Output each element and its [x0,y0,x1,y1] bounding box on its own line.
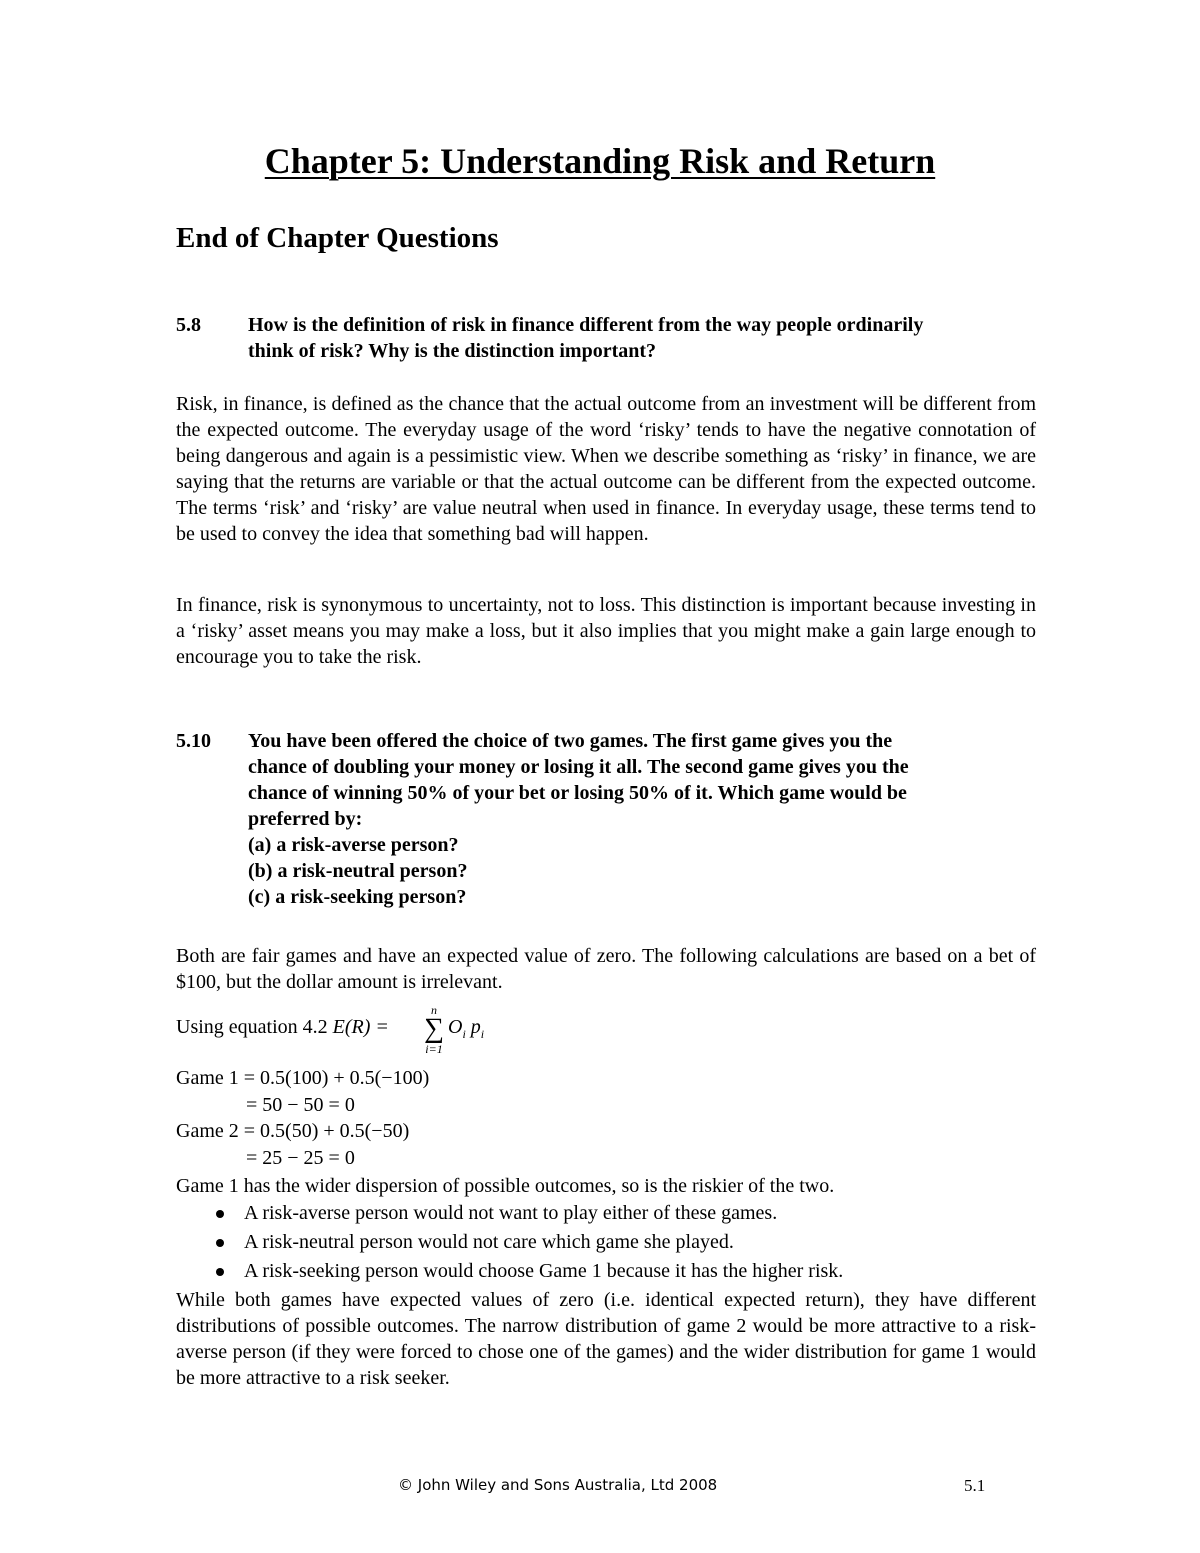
calc-line: Game 2 = 0.5(50) + 0.5(−50) [176,1120,410,1142]
equation-term2: p [465,1016,481,1038]
calc-line: Game 1 has the wider dispersion of possible outcomes, so is the riskier of the two. [176,1175,835,1197]
sigma-icon: ∑ [424,1013,444,1044]
question-text [248,728,1036,910]
question-line: chance of doubling your money or losing it all. The second game gives you the [248,756,909,778]
question-option-b: (b) a risk-neutral person? [248,860,468,882]
bullet-icon [216,1210,224,1218]
bullet-icon [216,1239,224,1247]
question-line: think of risk? Why is the distinction important? [248,340,657,362]
calc-line: Game 1 = 0.5(100) + 0.5(−100) [176,1067,430,1089]
question-text [248,312,1036,364]
question-option-a: (a) a risk-averse person? [248,834,459,856]
page-number: 5.1 [964,1476,986,1495]
question-line: preferred by: [248,808,363,830]
question-line: chance of winning 50% of your bet or losing 50% of it. Which game would be [248,782,907,804]
question-line: You have been offered the choice of two games. The first game gives you the [248,730,893,752]
answer-paragraph: In finance, risk is synonymous to uncertainty, not to loss. This distinction is important because investing in a ‘risky’ asset means you may make a loss, but it also implies that you might make a gain large enough to encourage you to take the risk. [176,594,1036,668]
answer-intro: Both are fair games and have an expected value of zero. The following calculations are based on a bet of $100, but the dollar amount is irrelevant. [176,945,1036,993]
list-item-text: A risk-seeking person would choose Game 1 because it has the higher risk. [244,1260,844,1282]
section-title: End of Chapter Questions [176,222,499,254]
question-number: 5.10 [176,730,211,752]
equation-prefix [176,1016,389,1039]
answer-conclusion: While both games have expected values of zero (i.e. identical expected return), they have different distributions of possible outcomes. The narrow distribution of game 2 would be more attractive to a risk-averse person (if they were forced to chose one of the games) and the wider distribution for game 1 would be more attractive to a risk seeker. [176,1289,1036,1389]
summation-symbol [422,1004,446,1056]
bullet-icon [216,1268,224,1276]
equation-rhs [448,1016,484,1042]
list-item [176,1228,843,1257]
question-option-c: (c) a risk-seeking person? [248,886,467,908]
question-5-10 [176,728,1036,910]
question-number: 5.8 [176,314,201,336]
calc-line: = 50 − 50 = 0 [246,1094,355,1116]
sum-lower-limit: i=1 [425,1042,443,1056]
list-item-text: A risk-averse person would not want to play either of these games. [244,1202,778,1224]
answer-paragraph: Risk, in finance, is defined as the chance that the actual outcome from an investment will be different from the expected outcome. The everyday usage of the word ‘risky’ tends to have the negative connotation of being dangerous and again is a pessimistic view. When we describe something as ‘risky’ in finance, we are saying that the returns are variable or that the actual outcome can be different from the expected outcome. The terms ‘risk’ and ‘risky’ are value neutral when used in finance. In everyday usage, these terms tend to be used to convey the idea that something bad will happen. [176,393,1036,545]
equation-lhs: E(R) = [332,1016,389,1038]
bullet-list [176,1199,843,1286]
sum-upper-limit: n [431,1003,437,1017]
equation-term-sub: i [462,1027,466,1041]
list-item-text: A risk-neutral person would not care which game she played. [244,1231,734,1253]
list-item [176,1199,843,1228]
equation-label: Using equation 4.2 [176,1016,333,1038]
copyright-text: © John Wiley and Sons Australia, Ltd 2008 [398,1476,718,1494]
question-5-8 [176,312,1036,364]
equation-term: O [448,1016,463,1038]
question-line: How is the definition of risk in finance different from the way people ordinarily [248,314,924,336]
calc-line: = 25 − 25 = 0 [246,1147,355,1169]
list-item [176,1257,843,1286]
equation-term2-sub: i [480,1027,485,1041]
chapter-title: Chapter 5: Understanding Risk and Return [264,141,936,181]
